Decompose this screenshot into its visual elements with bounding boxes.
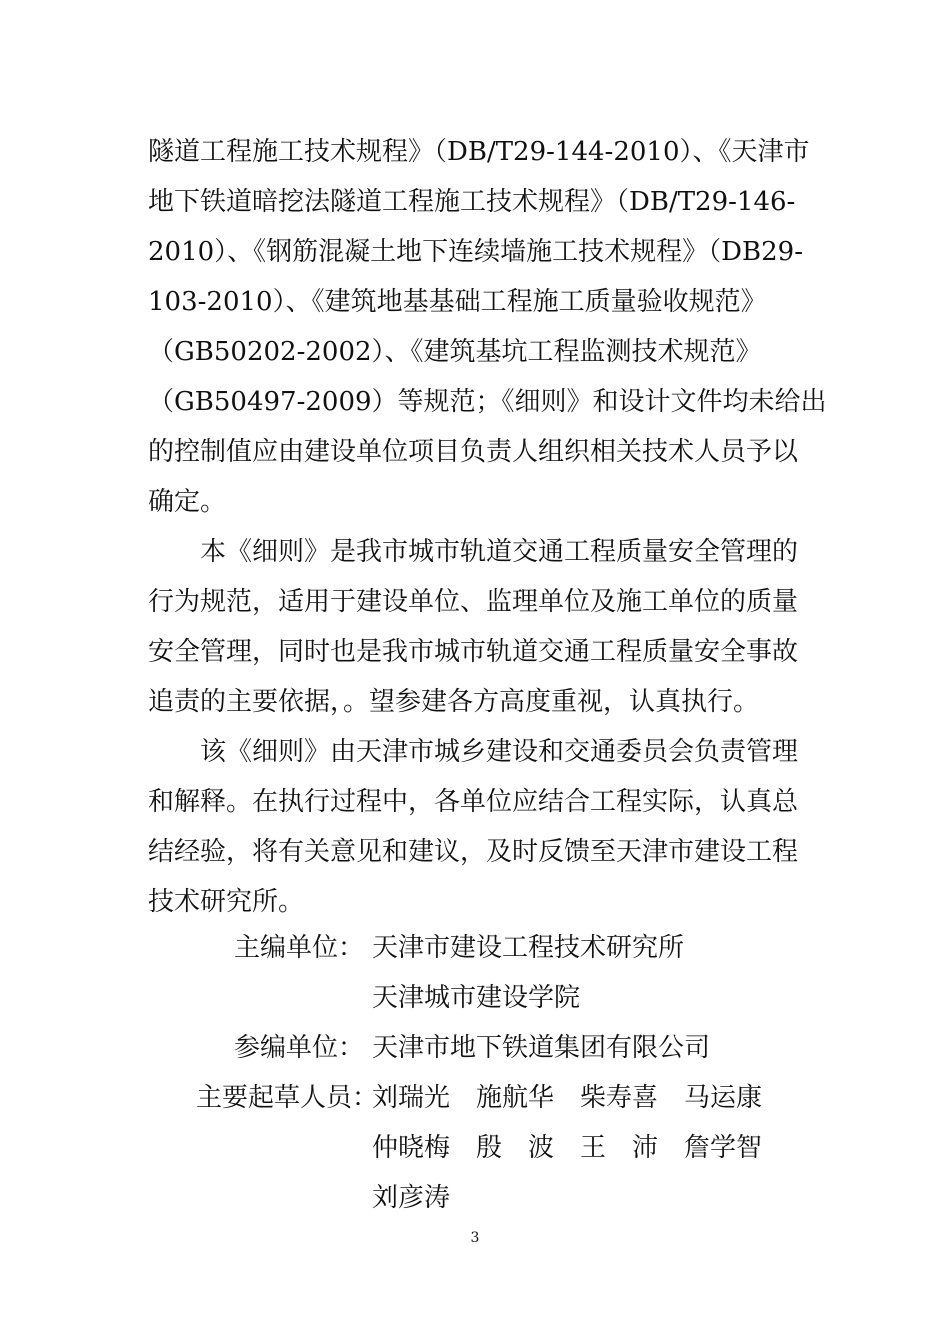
body-line: 2010）、《钢筋混凝土地下连续墙施工技术规程》（DB29- — [148, 237, 803, 267]
chief-editor-unit: 天津城市建设学院 — [372, 983, 581, 1013]
drafter-name: 王 沛 — [580, 1133, 659, 1163]
co-editor-label: 参编单位： — [234, 1033, 365, 1063]
chief-editor-unit: 天津市建设工程技术研究所 — [372, 933, 685, 963]
co-editor-unit: 天津市地下铁道集团有限公司 — [372, 1033, 711, 1063]
body-line: 追责的主要依据，。望参建各方高度重视，认真执行。 — [148, 687, 760, 717]
drafters-label: 主要起草人员： — [196, 1083, 379, 1113]
drafter-name: 仲晓梅 — [372, 1133, 451, 1163]
body-line: 行为规范，适用于建设单位、监理单位及施工单位的质量 — [148, 587, 799, 617]
body-line: 技术研究所。 — [148, 887, 305, 917]
body-line: （GB50497-2009）等规范；《细则》和设计文件均未给出 — [148, 387, 827, 417]
drafters-row — [372, 1173, 450, 1223]
drafter-name: 施航华 — [476, 1083, 555, 1113]
page-number: 3 — [470, 1230, 480, 1246]
drafter-name: 马运康 — [684, 1083, 763, 1113]
body-line: 安全管理，同时也是我市城市轨道交通工程质量安全事故 — [148, 637, 799, 667]
drafter-name: 殷 波 — [476, 1133, 555, 1163]
drafter-name: 柴寿喜 — [580, 1083, 659, 1113]
body-line: 103-2010）、《建筑地基基础工程施工质量验收规范》 — [148, 287, 767, 317]
drafters-row — [372, 1073, 762, 1123]
body-line: 隧道工程施工技术规程》（DB/T29-144-2010）、《天津市 — [148, 137, 810, 167]
body-line: 的控制值应由建设单位项目负责人组织相关技术人员予以 — [148, 437, 799, 467]
drafter-name: 詹学智 — [684, 1133, 763, 1163]
body-line: 地下铁道暗挖法隧道工程施工技术规程》（DB/T29-146- — [148, 187, 796, 217]
body-line: 确定。 — [148, 487, 227, 517]
paragraph-first-line: 该《细则》由天津市城乡建设和交通委员会负责管理 — [200, 737, 799, 767]
body-line: （GB50202-2002）、《建筑基坑工程监测技术规范》 — [148, 337, 762, 367]
body-line: 和解释。在执行过程中，各单位应结合工程实际，认真总 — [148, 787, 799, 817]
drafter-name: 刘瑞光 — [372, 1083, 451, 1113]
paragraph-first-line: 本《细则》是我市城市轨道交通工程质量安全管理的 — [200, 537, 799, 567]
chief-editor-label: 主编单位： — [234, 933, 365, 963]
drafters-row — [372, 1123, 762, 1173]
drafter-name: 刘彦涛 — [372, 1183, 451, 1213]
body-line: 结经验，将有关意见和建议，及时反馈至天津市建设工程 — [148, 837, 799, 867]
